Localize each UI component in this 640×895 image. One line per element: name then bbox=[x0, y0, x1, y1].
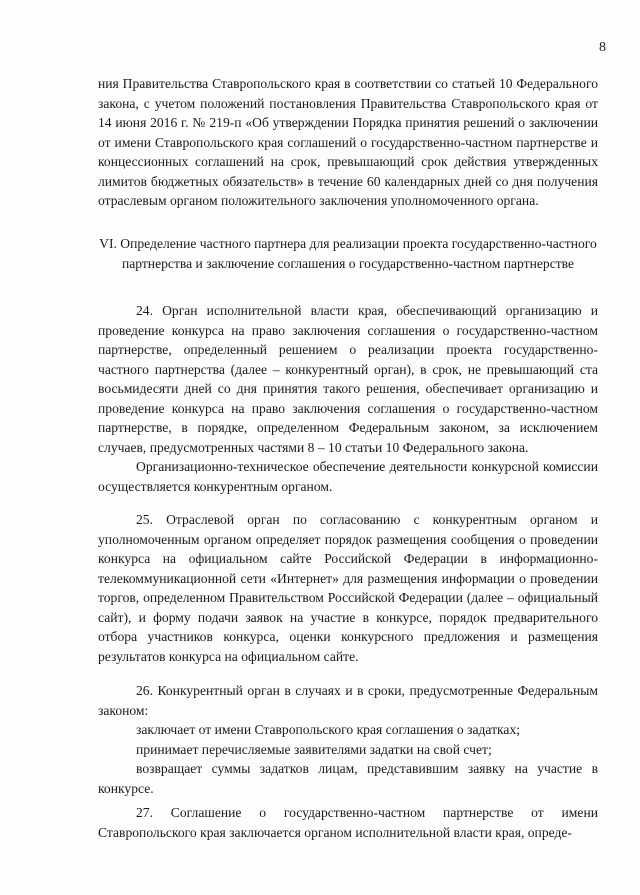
paragraph-26-text: 26. Конкурентный орган в случаях и в сроки, предусмотренные Федеральным законом: bbox=[98, 683, 598, 718]
section-heading: VI. Определение частного партнера для реализации проекта государственно-частного партнерства и заключение соглашения о государственно-частном партнерстве bbox=[99, 236, 597, 271]
paragraph-27 bbox=[98, 803, 598, 842]
paragraph-26-item: заключает от имени Ставропольского края соглашения о задатках; bbox=[136, 722, 521, 737]
paragraph-24 bbox=[98, 301, 598, 496]
intro-text: ния Правительства Ставропольского края в соответствии со статьей 10 Федерального закона, с учетом положений постановления Правительства Ставропольского края от 14 июня 2016 г. № 219-п «Об утверждении Порядка принятия решений о заключении от имени Ставропольского края соглашений о государственно-частном партнерстве и концессионных соглашений на срок, превышающий срок действия утвержденных лимитов бюджетных обязательств» в течение 60 календарных дней со дня получения отраслевым органом положительного заключения уполномоченного органа. bbox=[98, 76, 598, 208]
intro-paragraph bbox=[98, 74, 598, 211]
page-number: 8 bbox=[599, 40, 606, 55]
paragraph-26 bbox=[98, 681, 598, 798]
paragraph-26-item: принимает перечисляемые заявителями задатки на свой счет; bbox=[136, 741, 492, 757]
paragraph-25 bbox=[98, 510, 598, 666]
paragraph-26-item: возвращает суммы задатков лицам, представившим заявку на участие в конкурсе. bbox=[98, 761, 598, 796]
paragraph-27-text: 27. Соглашение о государственно-частном партнерстве от имени Ставропольского края заключается органом исполнительной власти края, опреде- bbox=[98, 805, 598, 840]
paragraph-24-b-text: Организационно-техническое обеспечение деятельности конкурсной комиссии осуществляется конкурентным органом. bbox=[98, 459, 598, 494]
paragraph-25-text: 25. Отраслевой орган по согласованию с конкурентным органом и уполномоченным органом определяет порядок размещения сообщения о проведении конкурса на официальном сайте Российской Федерации в информационно-телекоммуникационной сети «Интернет» для размещения информации о проведении торгов, определенном Правительством Российской Федерации (далее – официальный сайт), и форму подачи заявок на участие в конкурсе, порядок предварительного отбора участников конкурса, оценки конкурсного предложения и размещения результатов конкурса на официальном сайте. bbox=[98, 512, 598, 664]
paragraph-24-text: 24. Орган исполнительной власти края, обеспечивающий организацию и проведение конкурса на право заключения соглашения о государственно-частном партнерстве, определенный решением о реализации проекта государственно-частного партнерства (далее – конкурентный орган), в срок, не превышающий ста восьмидесяти дней со дня принятия такого решения, обеспечивает организацию и проведение конкурса на право заключения соглашения о государственно-частном партнерстве, в порядке, определенном Федеральным законом, за исключением случаев, предусмотренных частями 8 – 10 статьи 10 Федерального закона. bbox=[98, 303, 598, 455]
